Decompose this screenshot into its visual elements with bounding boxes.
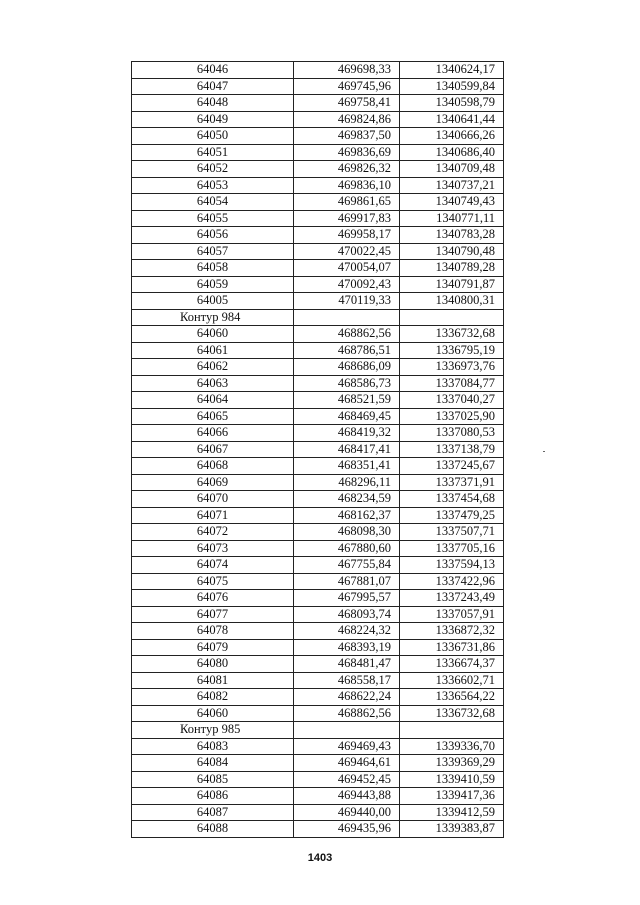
y-coordinate-cell: 1340686,40 (400, 144, 504, 161)
y-coordinate-cell: 1340791,87 (400, 276, 504, 293)
y-coordinate-cell: 1340709,48 (400, 161, 504, 178)
x-coordinate-cell: 469836,10 (294, 177, 400, 194)
scan-speck (543, 451, 545, 452)
table-row (132, 606, 504, 623)
point-id-cell: 64077 (132, 606, 294, 623)
y-coordinate-cell: 1336732,68 (400, 705, 504, 722)
y-coordinate-cell: 1339410,59 (400, 771, 504, 788)
y-coordinate-cell: 1337040,27 (400, 392, 504, 409)
table-row (132, 821, 504, 838)
y-coordinate-cell: 1337479,25 (400, 507, 504, 524)
y-coordinate-cell: 1337422,96 (400, 573, 504, 590)
coordinates-table (131, 61, 504, 838)
point-id-cell: 64083 (132, 738, 294, 755)
x-coordinate-cell: 470022,45 (294, 243, 400, 260)
table-row (132, 557, 504, 574)
x-coordinate-cell: 469836,69 (294, 144, 400, 161)
point-id-cell: 64071 (132, 507, 294, 524)
x-coordinate-cell: 468093,74 (294, 606, 400, 623)
y-coordinate-cell: 1339412,59 (400, 804, 504, 821)
point-id-cell: 64073 (132, 540, 294, 557)
y-coordinate-cell: 1337080,53 (400, 425, 504, 442)
x-coordinate-cell: 469443,88 (294, 788, 400, 805)
y-coordinate-cell: 1337138,79 (400, 441, 504, 458)
x-coordinate-cell: 468224,32 (294, 623, 400, 640)
x-coordinate-cell: 468393,19 (294, 639, 400, 656)
table-row (132, 425, 504, 442)
x-coordinate-cell: 468098,30 (294, 524, 400, 541)
y-coordinate-cell: 1336564,22 (400, 689, 504, 706)
y-coordinate-cell: 1340771,11 (400, 210, 504, 227)
point-id-cell: 64069 (132, 474, 294, 491)
y-coordinate-cell: 1336973,76 (400, 359, 504, 376)
y-coordinate-cell: 1340800,31 (400, 293, 504, 310)
x-coordinate-cell: 467755,84 (294, 557, 400, 574)
x-coordinate-cell: 470092,43 (294, 276, 400, 293)
section-label: Контур 984 (132, 309, 294, 326)
point-id-cell: 64057 (132, 243, 294, 260)
x-coordinate-cell: 467881,07 (294, 573, 400, 590)
x-coordinate-cell: 468296,11 (294, 474, 400, 491)
x-coordinate-cell: 468622,24 (294, 689, 400, 706)
point-id-cell: 64051 (132, 144, 294, 161)
point-id-cell: 64081 (132, 672, 294, 689)
point-id-cell: 64058 (132, 260, 294, 277)
x-coordinate-cell: 469698,33 (294, 62, 400, 79)
table-row (132, 128, 504, 145)
x-coordinate-cell: 469469,43 (294, 738, 400, 755)
y-coordinate-cell: 1340599,84 (400, 78, 504, 95)
table-row (132, 144, 504, 161)
x-coordinate-cell: 469826,32 (294, 161, 400, 178)
point-id-cell: 64050 (132, 128, 294, 145)
coordinates-table-body (132, 62, 504, 838)
y-coordinate-cell: 1336602,71 (400, 672, 504, 689)
x-coordinate-cell: 469824,86 (294, 111, 400, 128)
x-coordinate-cell: 467880,60 (294, 540, 400, 557)
point-id-cell: 64049 (132, 111, 294, 128)
table-row (132, 276, 504, 293)
point-id-cell: 64074 (132, 557, 294, 574)
table-row (132, 474, 504, 491)
y-coordinate-cell: 1337454,68 (400, 491, 504, 508)
point-id-cell: 64072 (132, 524, 294, 541)
x-coordinate-cell: 468862,56 (294, 705, 400, 722)
x-coordinate-cell: 468162,37 (294, 507, 400, 524)
x-coordinate-cell: 470054,07 (294, 260, 400, 277)
x-coordinate-cell: 469917,83 (294, 210, 400, 227)
y-coordinate-cell: 1340641,44 (400, 111, 504, 128)
point-id-cell: 64065 (132, 408, 294, 425)
y-coordinate-cell: 1339383,87 (400, 821, 504, 838)
table-row (132, 210, 504, 227)
table-row (132, 491, 504, 508)
table-row (132, 788, 504, 805)
x-coordinate-cell: 469435,96 (294, 821, 400, 838)
table-row (132, 507, 504, 524)
table-row (132, 705, 504, 722)
point-id-cell: 64059 (132, 276, 294, 293)
y-coordinate-cell: 1337084,77 (400, 375, 504, 392)
x-coordinate-cell: 468558,17 (294, 672, 400, 689)
x-coordinate-cell: 469758,41 (294, 95, 400, 112)
table-row (132, 755, 504, 772)
y-coordinate-cell: 1340789,28 (400, 260, 504, 277)
table-row (132, 375, 504, 392)
point-id-cell: 64063 (132, 375, 294, 392)
y-coordinate-cell: 1339336,70 (400, 738, 504, 755)
table-row (132, 326, 504, 343)
y-coordinate-cell: 1340737,21 (400, 177, 504, 194)
point-id-cell: 64076 (132, 590, 294, 607)
table-row (132, 392, 504, 409)
table-row (132, 78, 504, 95)
table-row (132, 342, 504, 359)
point-id-cell: 64088 (132, 821, 294, 838)
y-coordinate-cell: 1336731,86 (400, 639, 504, 656)
table-row (132, 95, 504, 112)
point-id-cell: 64047 (132, 78, 294, 95)
y-coordinate-cell: 1337705,16 (400, 540, 504, 557)
point-id-cell: 64061 (132, 342, 294, 359)
point-id-cell: 64052 (132, 161, 294, 178)
table-row (132, 408, 504, 425)
y-coordinate-cell: 1337507,71 (400, 524, 504, 541)
point-id-cell: 64075 (132, 573, 294, 590)
point-id-cell: 64087 (132, 804, 294, 821)
x-coordinate-cell: 469452,45 (294, 771, 400, 788)
table-row (132, 458, 504, 475)
table-row (132, 804, 504, 821)
x-coordinate-cell: 468234,59 (294, 491, 400, 508)
point-id-cell: 64068 (132, 458, 294, 475)
y-coordinate-cell: 1337025,90 (400, 408, 504, 425)
table-row (132, 111, 504, 128)
x-coordinate-cell: 468862,56 (294, 326, 400, 343)
y-coordinate-cell: 1337594,13 (400, 557, 504, 574)
x-coordinate-cell: 469958,17 (294, 227, 400, 244)
point-id-cell: 64060 (132, 705, 294, 722)
empty-cell (294, 722, 400, 739)
table-row (132, 177, 504, 194)
point-id-cell: 64078 (132, 623, 294, 640)
y-coordinate-cell: 1336732,68 (400, 326, 504, 343)
page-number: 1403 (307, 852, 333, 864)
table-row (132, 227, 504, 244)
x-coordinate-cell: 469837,50 (294, 128, 400, 145)
point-id-cell: 64048 (132, 95, 294, 112)
x-coordinate-cell: 468686,09 (294, 359, 400, 376)
table-row (132, 672, 504, 689)
point-id-cell: 64079 (132, 639, 294, 656)
table-row (132, 441, 504, 458)
table-row (132, 590, 504, 607)
y-coordinate-cell: 1340749,43 (400, 194, 504, 211)
x-coordinate-cell: 468419,32 (294, 425, 400, 442)
x-coordinate-cell: 469464,61 (294, 755, 400, 772)
section-header-row (132, 309, 504, 326)
y-coordinate-cell: 1339417,36 (400, 788, 504, 805)
table-row (132, 738, 504, 755)
point-id-cell: 64085 (132, 771, 294, 788)
table-row (132, 194, 504, 211)
table-row (132, 524, 504, 541)
table-row (132, 62, 504, 79)
table-row (132, 243, 504, 260)
point-id-cell: 64064 (132, 392, 294, 409)
table-row (132, 540, 504, 557)
x-coordinate-cell: 468786,51 (294, 342, 400, 359)
x-coordinate-cell: 468481,47 (294, 656, 400, 673)
point-id-cell: 64080 (132, 656, 294, 673)
table-row (132, 771, 504, 788)
y-coordinate-cell: 1340783,28 (400, 227, 504, 244)
point-id-cell: 64054 (132, 194, 294, 211)
table-row (132, 689, 504, 706)
y-coordinate-cell: 1336674,37 (400, 656, 504, 673)
table-row (132, 161, 504, 178)
x-coordinate-cell: 469745,96 (294, 78, 400, 95)
table-row (132, 639, 504, 656)
y-coordinate-cell: 1336872,32 (400, 623, 504, 640)
section-header-row (132, 722, 504, 739)
point-id-cell: 64060 (132, 326, 294, 343)
table-row (132, 623, 504, 640)
point-id-cell: 64062 (132, 359, 294, 376)
y-coordinate-cell: 1340790,48 (400, 243, 504, 260)
x-coordinate-cell: 468351,41 (294, 458, 400, 475)
table-row (132, 359, 504, 376)
x-coordinate-cell: 468521,59 (294, 392, 400, 409)
x-coordinate-cell: 468469,45 (294, 408, 400, 425)
x-coordinate-cell: 469861,65 (294, 194, 400, 211)
section-label: Контур 985 (132, 722, 294, 739)
point-id-cell: 64005 (132, 293, 294, 310)
empty-cell (400, 722, 504, 739)
y-coordinate-cell: 1339369,29 (400, 755, 504, 772)
point-id-cell: 64070 (132, 491, 294, 508)
point-id-cell: 64055 (132, 210, 294, 227)
x-coordinate-cell: 469440,00 (294, 804, 400, 821)
y-coordinate-cell: 1337243,49 (400, 590, 504, 607)
point-id-cell: 64086 (132, 788, 294, 805)
table-row (132, 656, 504, 673)
point-id-cell: 64046 (132, 62, 294, 79)
point-id-cell: 64066 (132, 425, 294, 442)
x-coordinate-cell: 470119,33 (294, 293, 400, 310)
x-coordinate-cell: 468417,41 (294, 441, 400, 458)
point-id-cell: 64084 (132, 755, 294, 772)
empty-cell (294, 309, 400, 326)
table-row (132, 573, 504, 590)
table-row (132, 293, 504, 310)
x-coordinate-cell: 467995,57 (294, 590, 400, 607)
point-id-cell: 64067 (132, 441, 294, 458)
point-id-cell: 64082 (132, 689, 294, 706)
table-row (132, 260, 504, 277)
y-coordinate-cell: 1337057,91 (400, 606, 504, 623)
y-coordinate-cell: 1337245,67 (400, 458, 504, 475)
y-coordinate-cell: 1336795,19 (400, 342, 504, 359)
y-coordinate-cell: 1340624,17 (400, 62, 504, 79)
point-id-cell: 64053 (132, 177, 294, 194)
empty-cell (400, 309, 504, 326)
point-id-cell: 64056 (132, 227, 294, 244)
x-coordinate-cell: 468586,73 (294, 375, 400, 392)
y-coordinate-cell: 1340666,26 (400, 128, 504, 145)
y-coordinate-cell: 1337371,91 (400, 474, 504, 491)
y-coordinate-cell: 1340598,79 (400, 95, 504, 112)
